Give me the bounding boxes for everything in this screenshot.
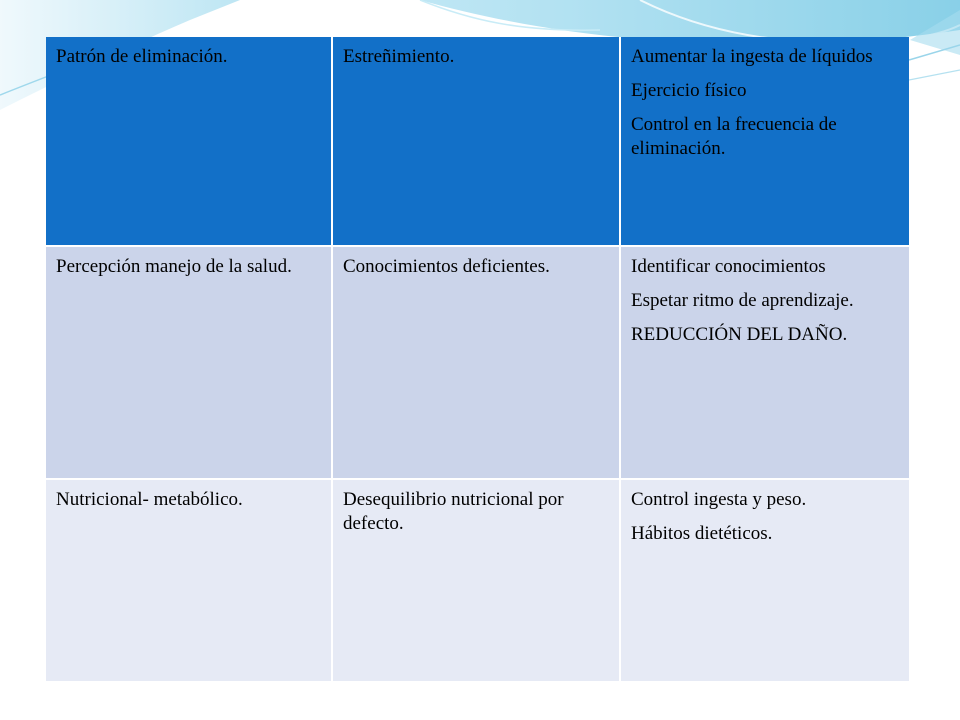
diagnosis-cell xyxy=(333,245,621,478)
cell-text: Nutricional- metabólico. xyxy=(56,489,243,510)
cell-text: Control en la frecuencia de eliminación. xyxy=(631,114,837,159)
cell-text: REDUCCIÓN DEL DAÑO. xyxy=(631,324,848,345)
pattern-cell xyxy=(46,245,333,478)
table-row xyxy=(46,245,909,478)
pattern-cell xyxy=(46,37,333,245)
cell-text: Conocimientos deficientes. xyxy=(343,256,550,277)
cell-text: Control ingesta y peso. xyxy=(631,489,807,510)
cell-text: Identificar conocimientos xyxy=(631,256,826,277)
cell-text: Hábitos dietéticos. xyxy=(631,523,773,544)
cell-text: Desequilibrio nutricional por defecto. xyxy=(343,489,564,534)
diagnosis-cell xyxy=(333,478,621,681)
cell-text: Ejercicio físico xyxy=(631,80,747,101)
cell-text: Patrón de eliminación. xyxy=(56,46,228,67)
table-row xyxy=(46,478,909,681)
intervention-cell xyxy=(621,37,909,245)
cell-text: Aumentar la ingesta de líquidos xyxy=(631,46,873,67)
table-row xyxy=(46,37,909,245)
pattern-cell xyxy=(46,478,333,681)
cell-text: Percepción manejo de la salud. xyxy=(56,256,292,277)
care-plan-table xyxy=(46,37,909,681)
cell-text: Espetar ritmo de aprendizaje. xyxy=(631,290,854,311)
cell-text: Estreñimiento. xyxy=(343,46,455,67)
intervention-cell xyxy=(621,478,909,681)
intervention-cell xyxy=(621,245,909,478)
diagnosis-cell xyxy=(333,37,621,245)
